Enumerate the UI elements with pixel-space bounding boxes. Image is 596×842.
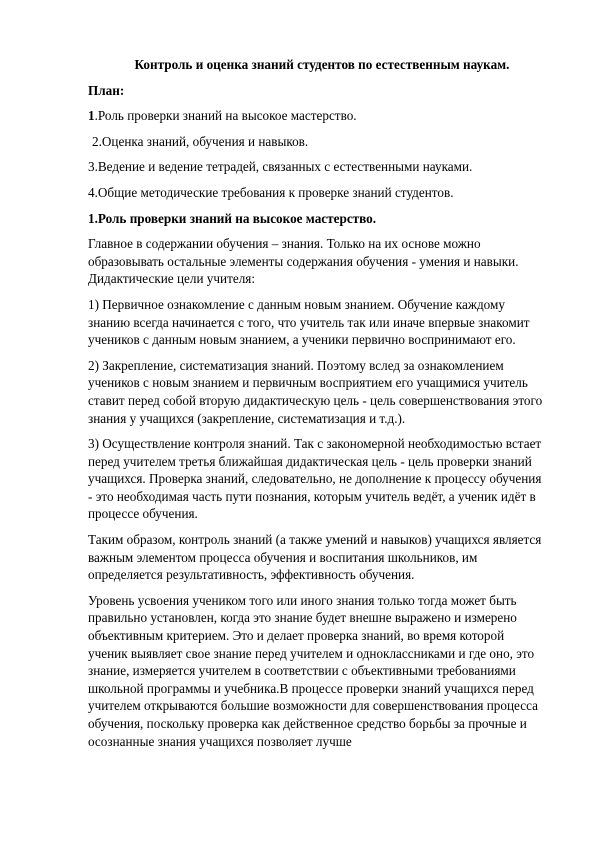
section-1-heading: 1.Роль проверки знаний на высокое мастерство. bbox=[88, 210, 377, 226]
plan-item-1 bbox=[88, 107, 544, 125]
plan-item-1-number: 1 bbox=[88, 108, 95, 124]
paragraph-intro: Главное в содержании обучения – знания. Только на их основе можно образовывать остальные элементы содержания обучения - умения и навыки. Дидактические цели учителя: bbox=[88, 236, 519, 287]
paragraph-goal-3: 3) Осуществление контроля знаний. Так с закономерной необходимостью встает перед учителем третья ближайшая дидактическая цель - цель проверки знаний учащихся. Проверка знаний, следовательно, не дополнение к процессу обучения - это необходимая часть пути познания, которым учитель ведёт, а ученик идёт в процессе обучения. bbox=[88, 436, 542, 522]
plan-item-2: 2.Оценка знаний, обучения и навыков. bbox=[92, 133, 309, 149]
plan-label: План: bbox=[88, 82, 125, 98]
paragraph-assessment-level: Уровень усвоения учеником того или иного знания только тогда может быть правильно установлен, когда это знание будет внешне выражено и измерено объективным критерием. Это и делает проверка знаний, во время которой ученик выявляет свое знание перед учителем и одноклассниками и где оно, это знание, измеряется учителем в соответствии с объективными требованиями школьной программы и учебника.В процессе проверки знаний учащихся перед учителем открываются большие возможности для совершенствования процесса обучения, поскольку проверка как действенное средство борьбы за прочные и осознанные знания учащихся позволяет лучше bbox=[88, 592, 538, 749]
plan-item-4: 4.Общие методические требования к проверке знаний студентов. bbox=[88, 184, 454, 200]
paragraph-summary: Таким образом, контроль знаний (а также умений и навыков) учащихся является важным элементом процесса обучения и воспитания школьников, им определяется результативность, эффективность обучения. bbox=[88, 532, 542, 583]
document-title: Контроль и оценка знаний студентов по естественным наукам. bbox=[134, 57, 510, 72]
plan-item-3: 3.Ведение и ведение тетрадей, связанных с естественными науками. bbox=[88, 159, 473, 175]
paragraph-goal-2: 2) Закрепление, систематизация знаний. Поэтому вслед за ознакомлением учеников с новым знанием и первичным восприятием его учащимися учитель ставит перед собой вторую дидактическую цель - цель совершенствования этого знания у учащихся (закрепление, систематизация и т.д.). bbox=[88, 357, 543, 426]
paragraph-goal-1: 1) Первичное ознакомление с данным новым знанием. Обучение каждому знанию всегда начинается с того, что учитель так или иначе впервые знакомит учеников с данным новым знанием, а ученики первично воспринимают его. bbox=[88, 296, 530, 348]
plan-item-1-text: .Роль проверки знаний на высокое мастерство. bbox=[94, 108, 357, 124]
